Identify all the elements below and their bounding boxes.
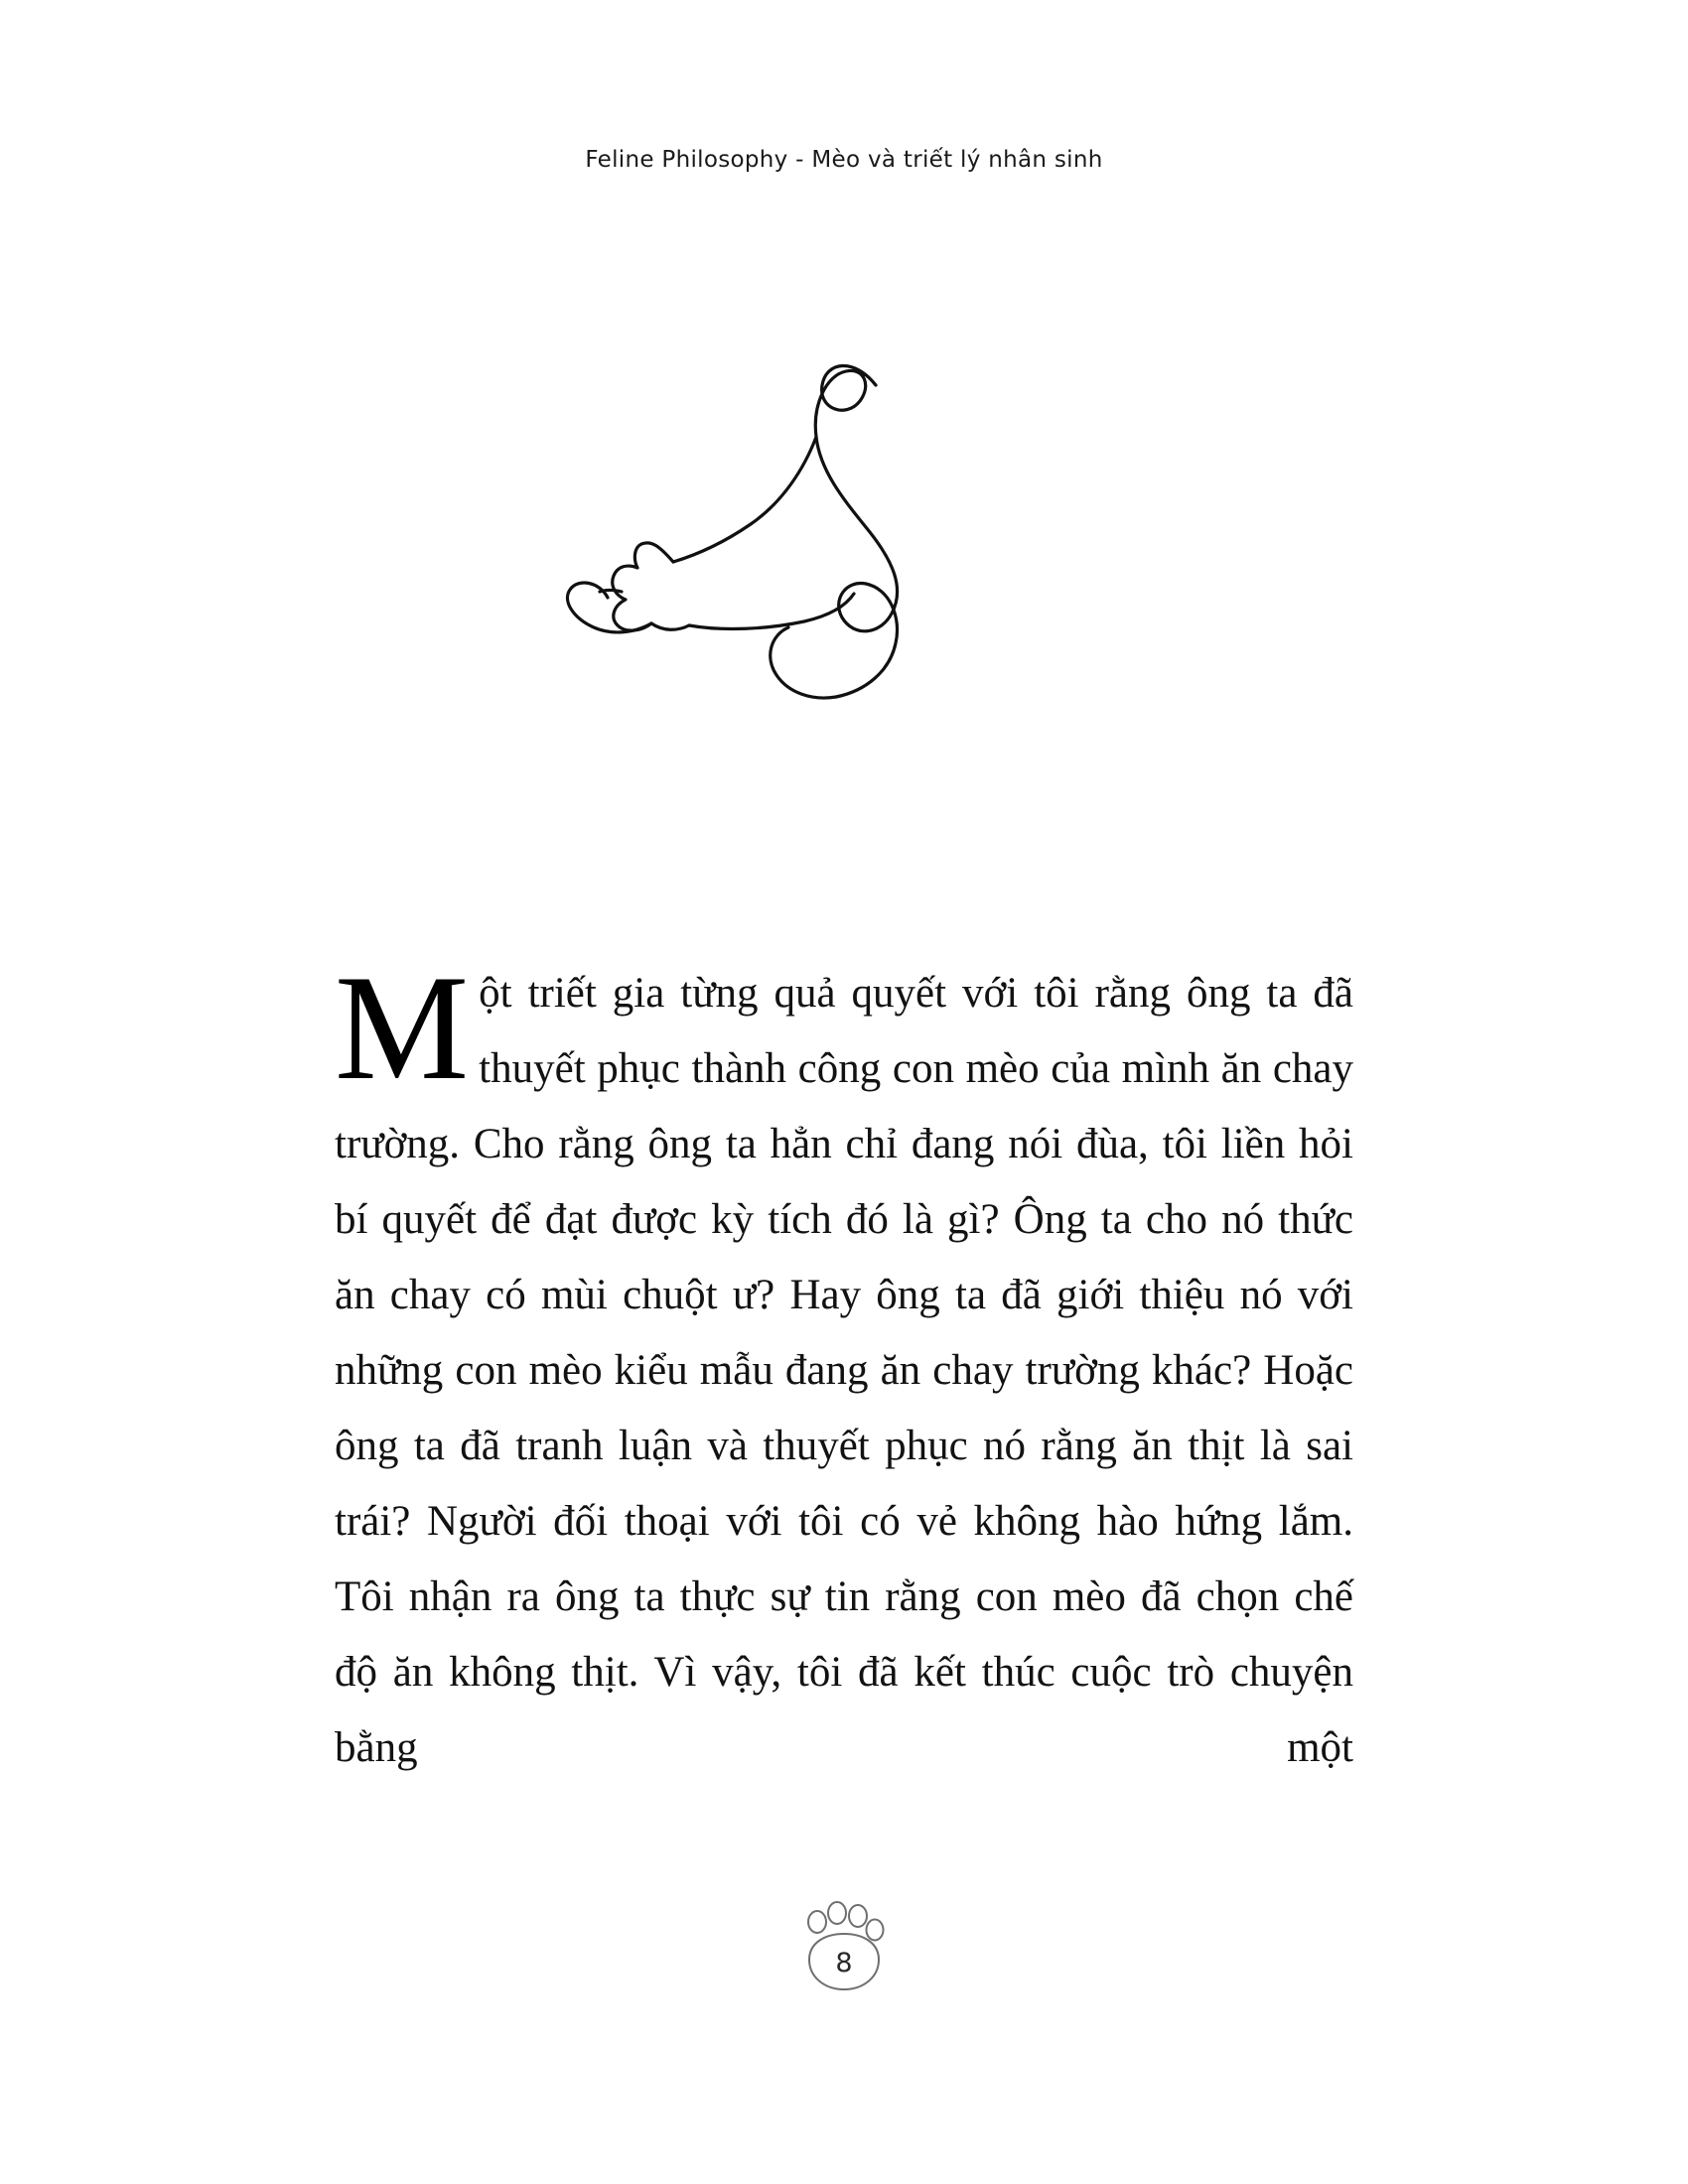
cat-line-art-illustration <box>556 328 1112 745</box>
page-number: 8 <box>835 1948 853 1979</box>
body-paragraph: Một triết gia từng quả quyết với tôi rằng ông ta đã thuyết phục thành công con mèo của mình ăn chay trường. Cho rằng ông ta hẳn chỉ đang nói đùa, tôi liền hỏi bí quyết để đạt được kỳ tích đó là gì? Ông ta cho nó thức ăn chay có mùi chuột ư? Hay ông ta đã giới thiệu nó với những con mèo kiểu mẫu đang ăn chay trường khác? Hoặc ông ta đã tranh luận và thuyết phục nó rằng ăn thịt là sai trái? Người đối thoại với tôi có vẻ không hào hứng lắm. Tôi nhận ra ông ta thực sự tin rằng con mèo đã chọn chế độ ăn không thịt. Vì vậy, tôi đã kết thúc cuộc trò chuyện bằng một <box>335 944 1353 1771</box>
running-head: Feline Philosophy - Mèo và triết lý nhân sinh <box>585 147 1103 173</box>
body-text-block <box>335 913 1353 1829</box>
page-footer <box>0 1898 1688 2037</box>
